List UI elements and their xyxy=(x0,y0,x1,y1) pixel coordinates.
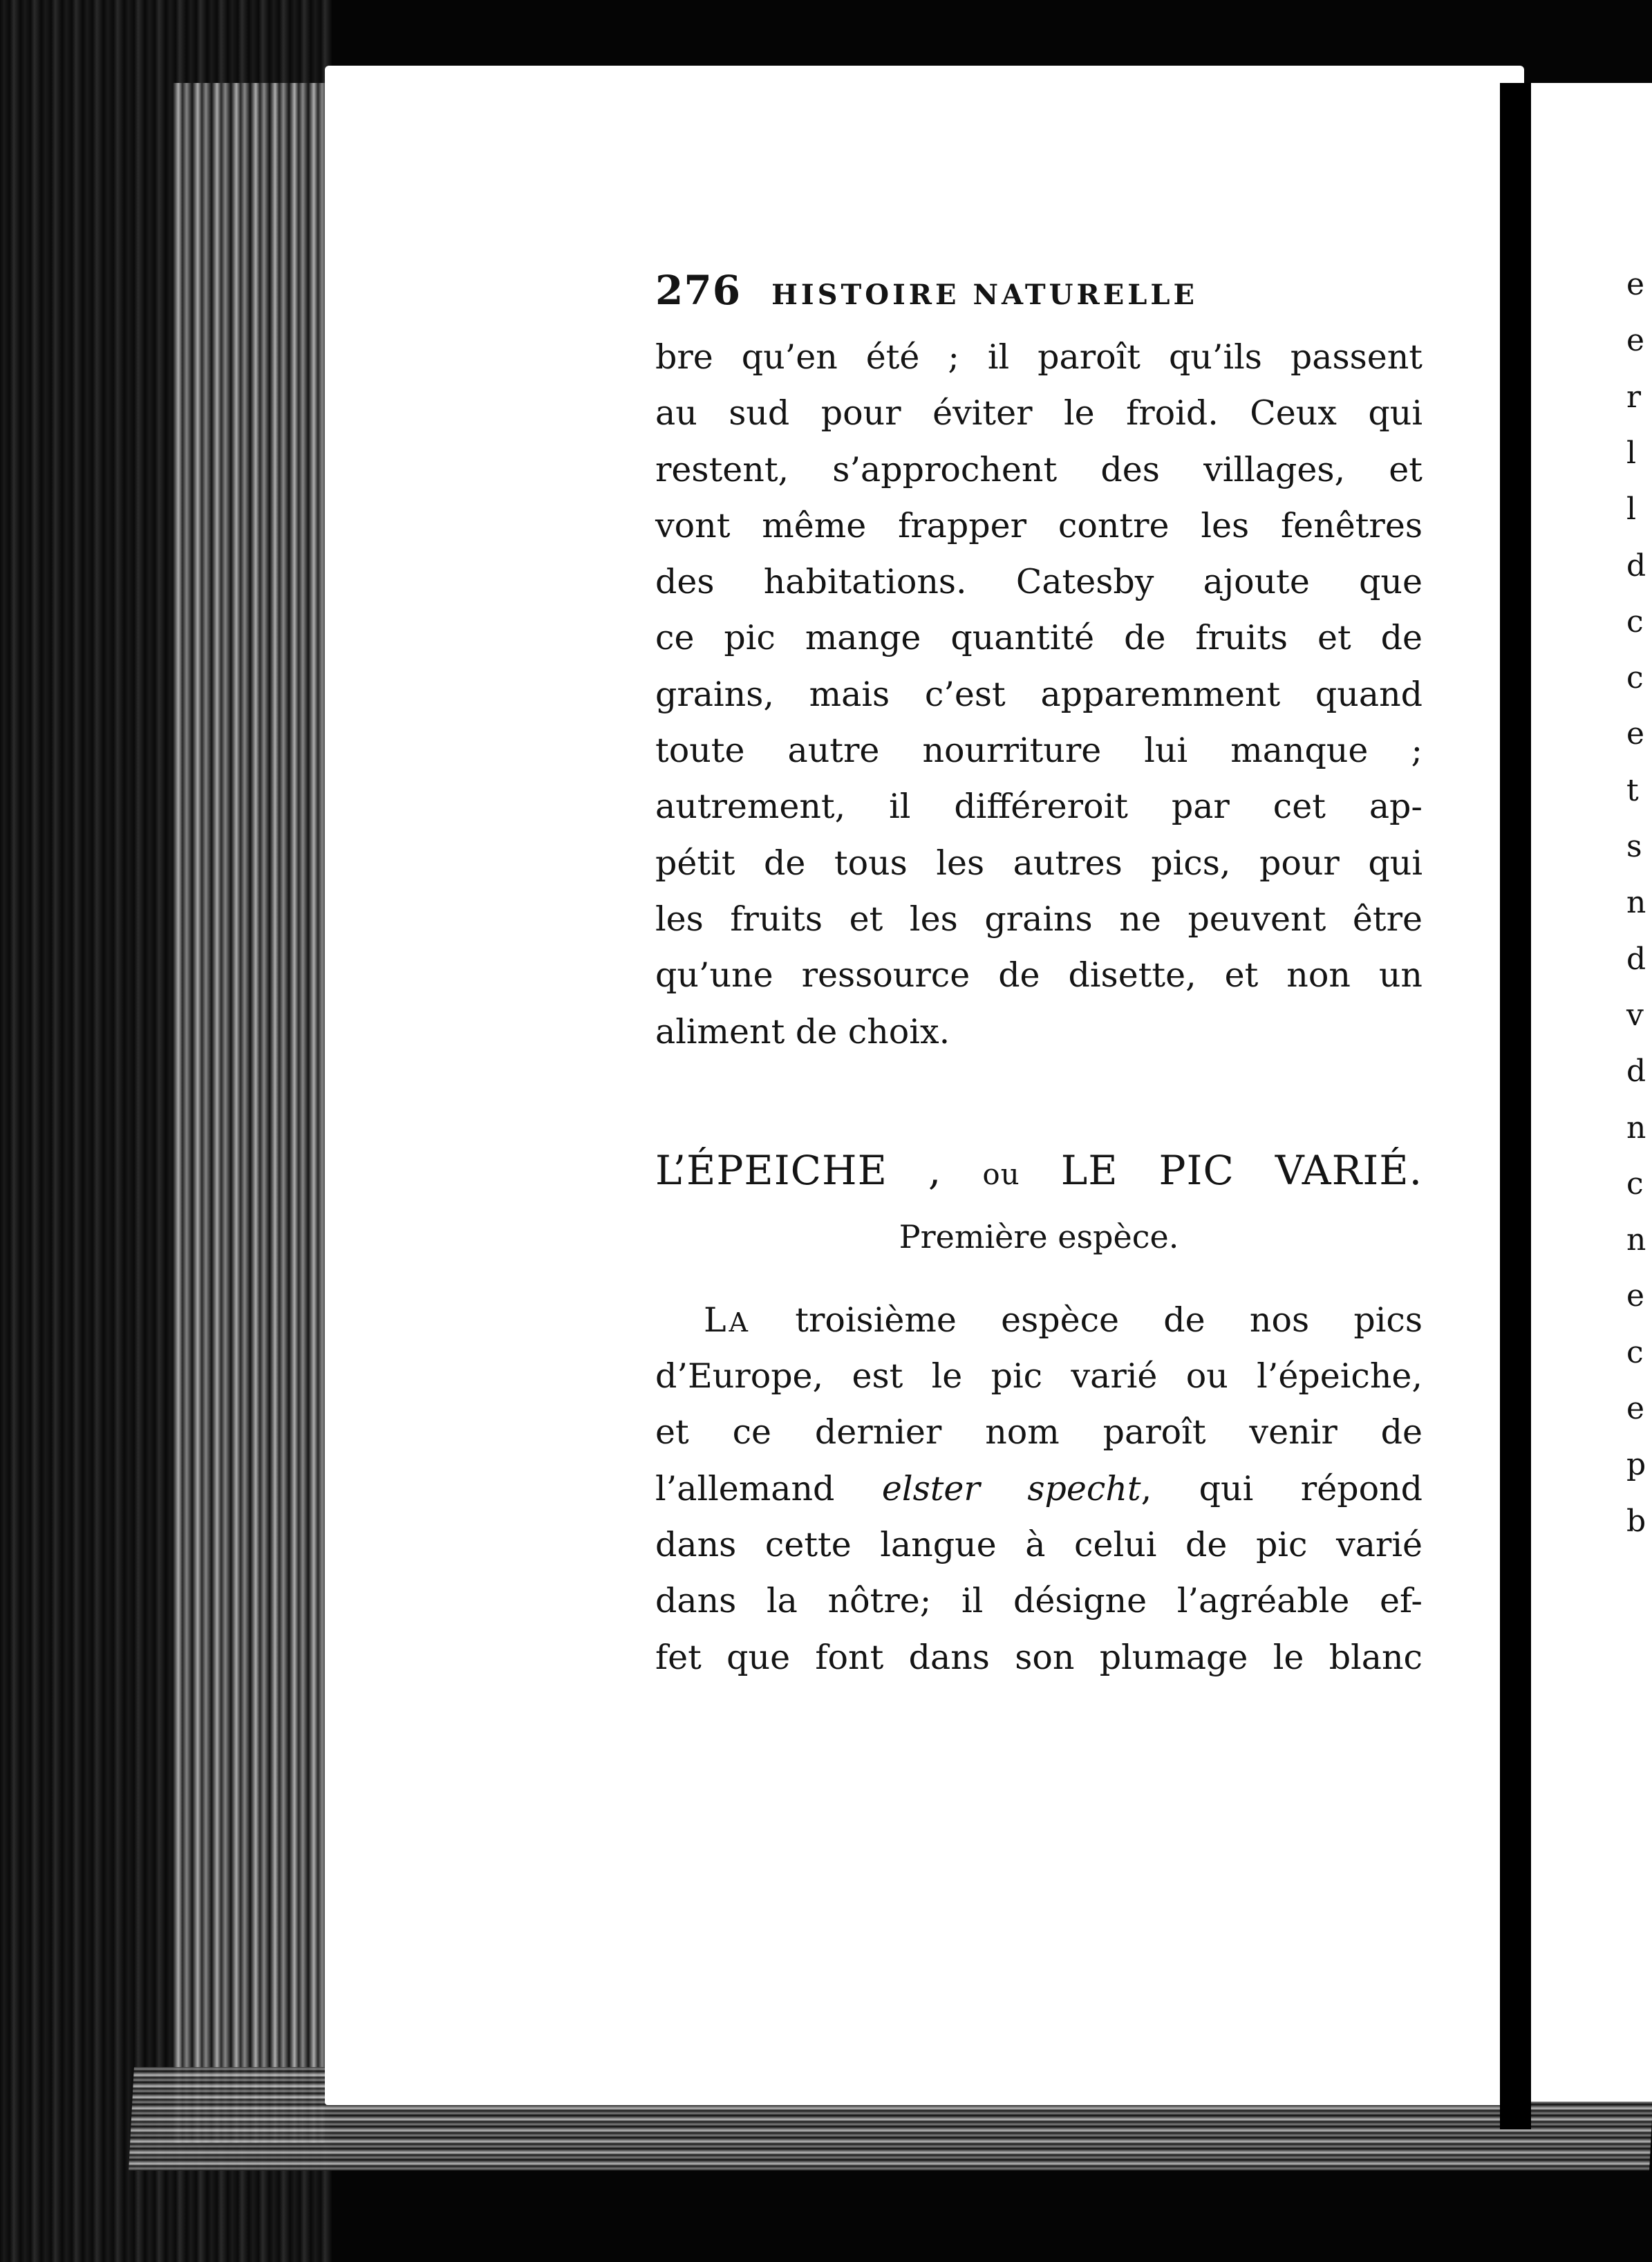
text-line: toute autre nourriture lui manque ; xyxy=(655,731,1423,771)
text-line: autrement, il différeroit par cet ap- xyxy=(655,787,1423,827)
section-title-main: L’ÉPEICHE , xyxy=(655,1146,942,1194)
adjacent-page-letter: e xyxy=(1626,716,1645,752)
adjacent-page-letter: e xyxy=(1626,323,1645,359)
adjacent-page-letter: e xyxy=(1626,267,1645,302)
text-line: au sud pour éviter le froid. Ceux qui xyxy=(655,393,1423,433)
adjacent-page-letter: c xyxy=(1626,660,1644,696)
adjacent-page-letter: e xyxy=(1626,1391,1645,1426)
text-line: l’allemand elster specht, qui répond xyxy=(655,1468,1423,1508)
adjacent-page-letter: d xyxy=(1626,941,1646,977)
text-line: d’Europe, est le pic varié ou l’épeiche, xyxy=(655,1356,1423,1396)
text-line: LA troisième espèce de nos pics xyxy=(704,1300,1423,1340)
text-line: pétit de tous les autres pics, pour qui xyxy=(655,843,1423,883)
text-line: les fruits et les grains ne peuvent être xyxy=(655,899,1423,939)
adjacent-page-letter: s xyxy=(1626,829,1642,864)
adjacent-page-letter: d xyxy=(1626,1054,1646,1090)
text-line: des habitations. Catesby ajoute que xyxy=(655,562,1423,602)
adjacent-page-letter: e xyxy=(1626,1278,1645,1314)
section-subtitle: Première espèce. xyxy=(899,1217,1179,1255)
adjacent-page-strip xyxy=(1531,83,1652,2102)
text-line: aliment de choix. xyxy=(655,1011,950,1051)
text-line: qu’une ressource de disette, et non un xyxy=(655,955,1423,996)
adjacent-page-letter: r xyxy=(1626,379,1642,415)
adjacent-page-letter: c xyxy=(1626,1334,1644,1370)
paragraph-new xyxy=(655,1292,1423,1685)
text-line: bre qu’en été ; il paroît qu’ils passent xyxy=(655,337,1423,377)
adjacent-page-letter: c xyxy=(1626,1166,1644,1202)
running-head-title: HISTOIRE NATURELLE xyxy=(771,279,1198,311)
running-head xyxy=(655,267,1423,329)
text-line: grains, mais c’est apparemment quand xyxy=(655,674,1423,714)
adjacent-page-letter: n xyxy=(1626,1110,1646,1146)
adjacent-page-letter: b xyxy=(1626,1503,1646,1539)
adjacent-page-letter: t xyxy=(1626,772,1639,808)
paragraph-continued xyxy=(655,329,1423,1060)
page-text-block xyxy=(655,267,1423,1685)
text-line: restent, s’approchent des villages, et xyxy=(655,449,1423,489)
adjacent-page-letter: n xyxy=(1626,1222,1646,1258)
adjacent-page-letter: l xyxy=(1626,435,1637,471)
italic-term: elster specht xyxy=(881,1468,1141,1508)
page-stack-edge xyxy=(173,83,325,2143)
page-number: 276 xyxy=(655,267,742,314)
book-gutter xyxy=(1500,83,1531,2129)
section-title xyxy=(655,1137,1423,1204)
section-title-alt: LE PIC VARIÉ. xyxy=(1060,1146,1423,1194)
adjacent-page-letter: l xyxy=(1626,492,1637,527)
text-line: et ce dernier nom paroît venir de xyxy=(655,1412,1423,1452)
text-line: dans cette langue à celui de pic varié xyxy=(655,1525,1423,1565)
section-title-or: ou xyxy=(982,1157,1020,1191)
adjacent-page-letter: n xyxy=(1626,885,1646,921)
text-line: ce pic mange quantité de fruits et de xyxy=(655,618,1423,658)
adjacent-page-letter: d xyxy=(1626,548,1646,583)
adjacent-page-letter: p xyxy=(1626,1447,1646,1483)
text-line: fet que font dans son plumage le blanc xyxy=(655,1637,1423,1677)
adjacent-page-letter: v xyxy=(1626,997,1644,1033)
initial-capital: LA xyxy=(704,1300,751,1340)
adjacent-page-letter: c xyxy=(1626,604,1644,639)
text-line: dans la nôtre; il désigne l’agréable ef- xyxy=(655,1581,1423,1621)
text-line: vont même frapper contre les fenêtres xyxy=(655,505,1423,545)
